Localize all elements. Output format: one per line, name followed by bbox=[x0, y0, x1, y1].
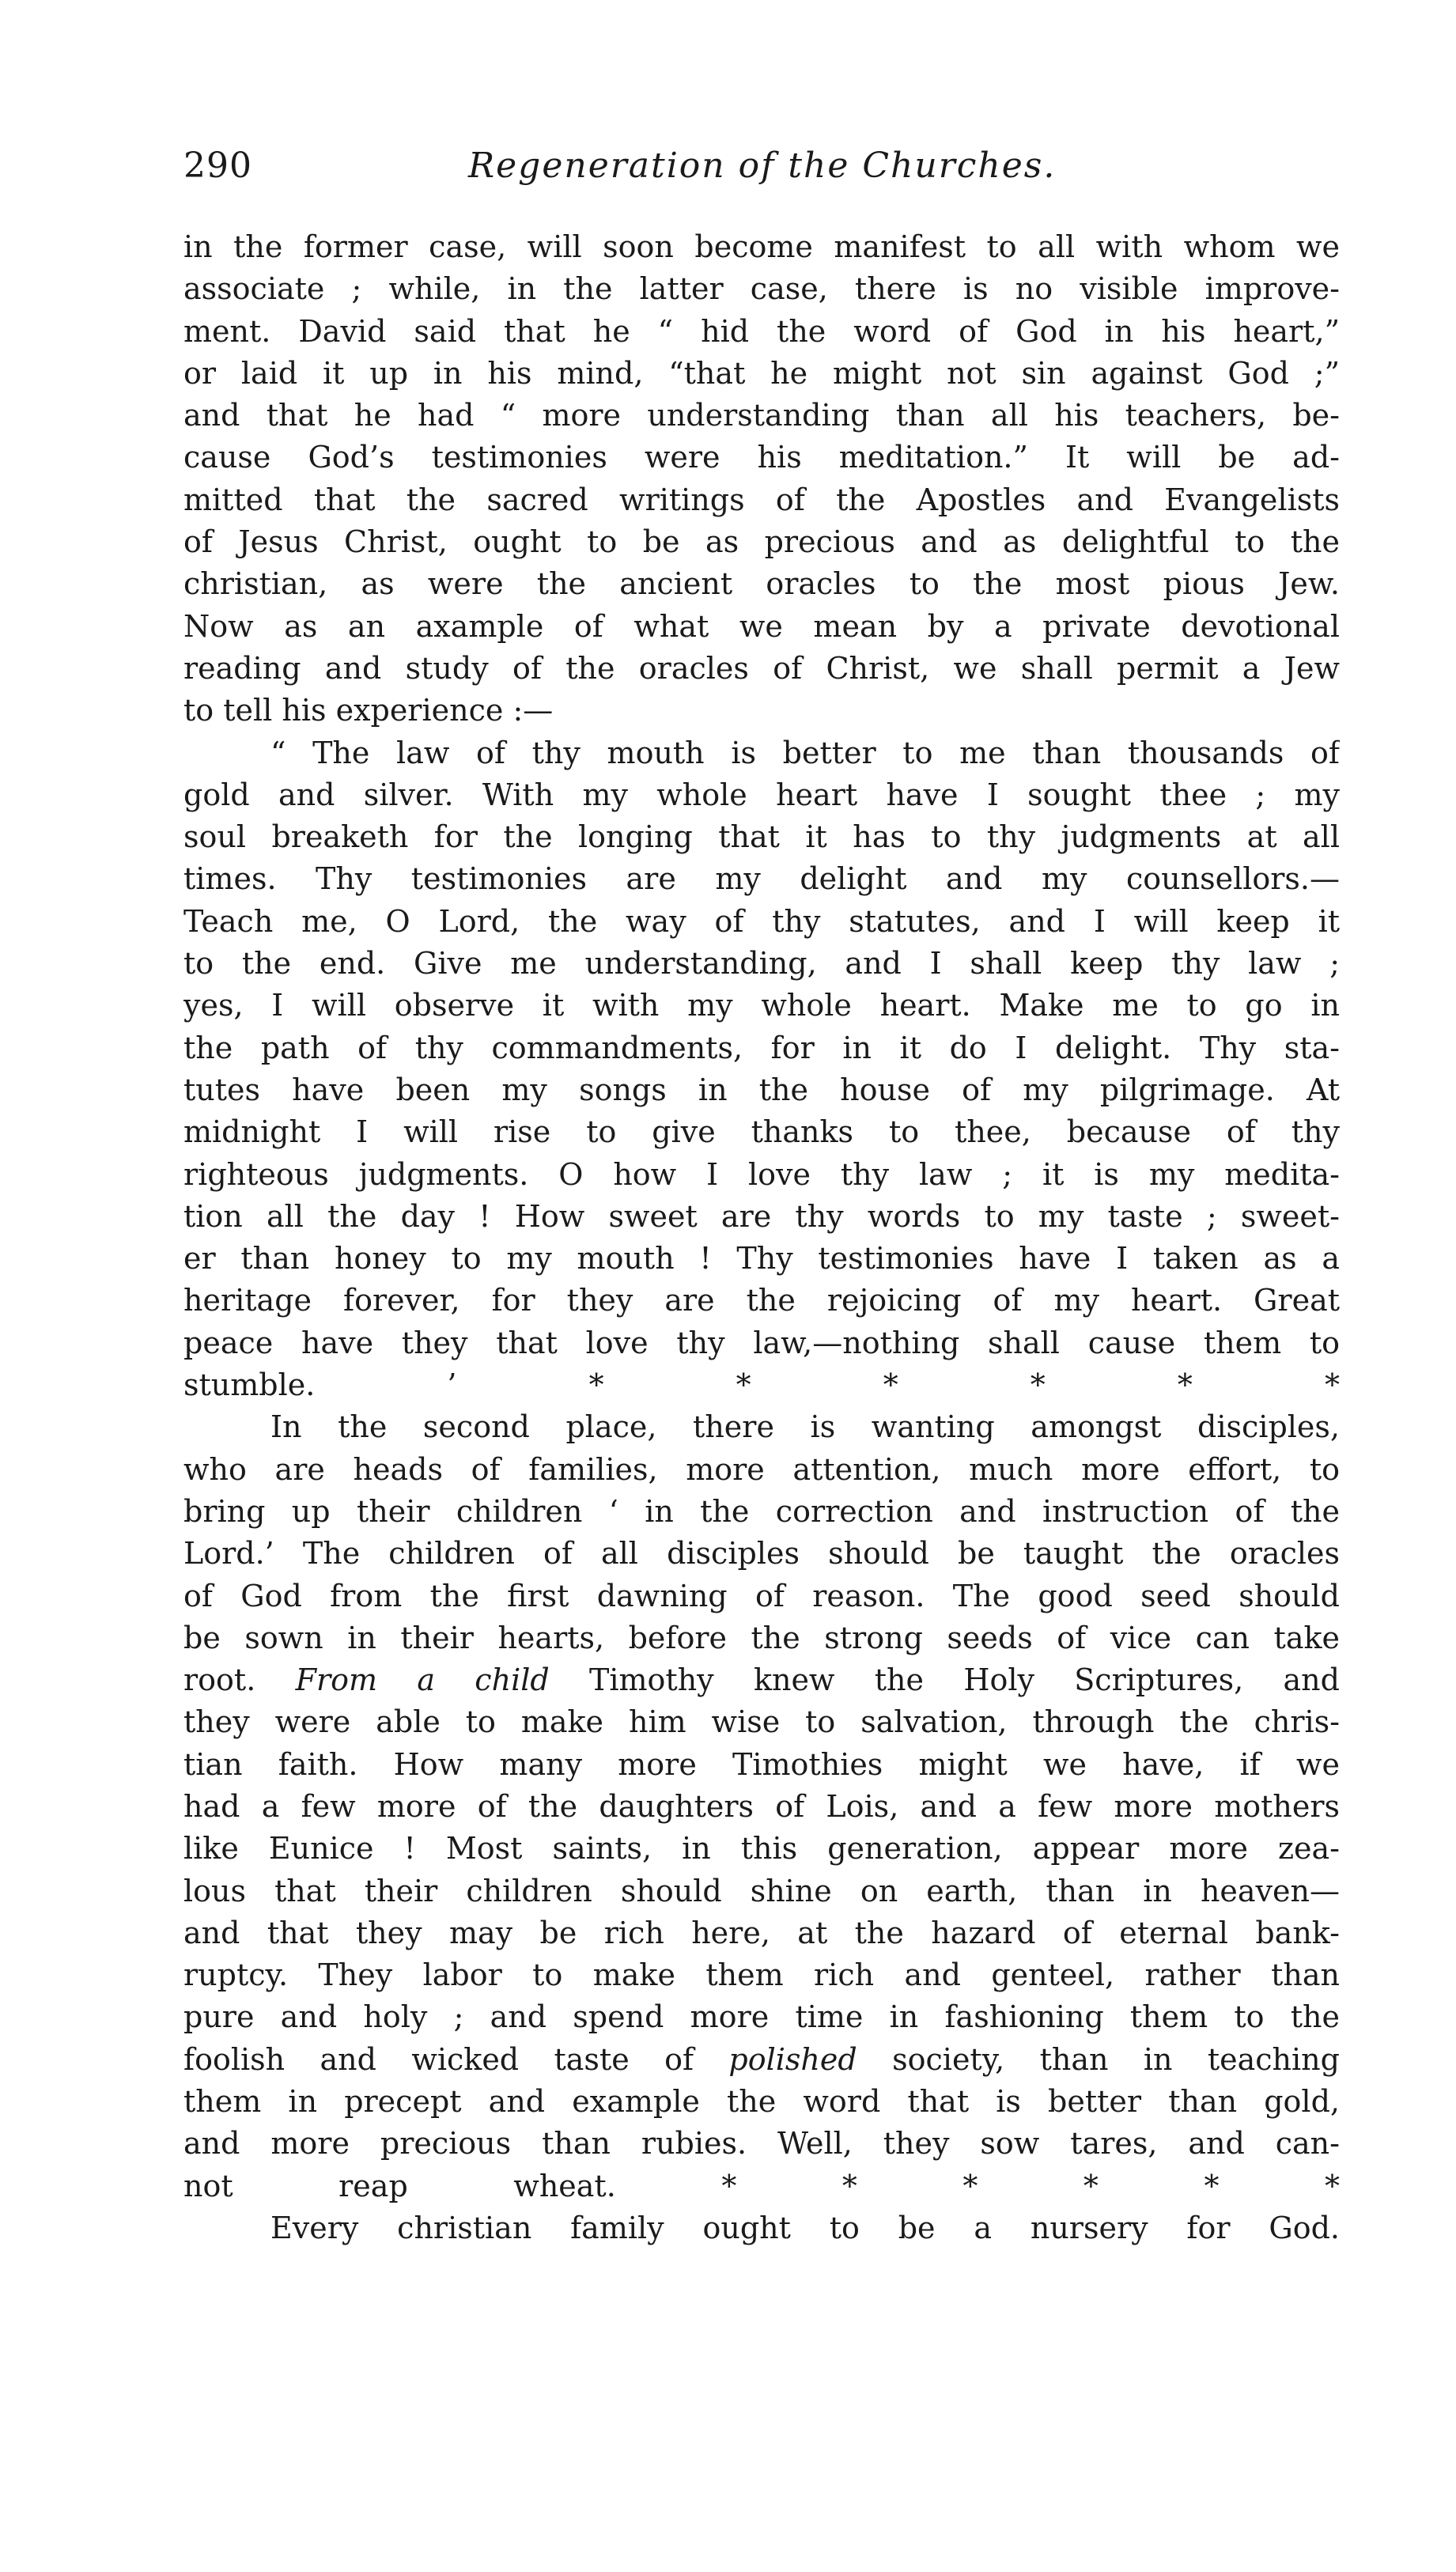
text-line: like Eunice ! Most saints, in this generation, appear more zea- bbox=[183, 1831, 1340, 1867]
text-line: had a few more of the daughters of Lois, and a few more mothers bbox=[183, 1788, 1340, 1824]
quotation-line: “ The law of thy mouth is better to me than thousands of bbox=[270, 735, 1340, 770]
text-fragment: Timothy knew the Holy Scriptures, and bbox=[589, 1662, 1340, 1698]
italic-phrase: From a child bbox=[295, 1662, 550, 1698]
text-line: cause God’s testimonies were his meditation.” It will be ad- bbox=[183, 440, 1340, 475]
text-line: Lord.’ The children of all disciples should be taught the oracles bbox=[183, 1536, 1340, 1572]
text-line: them in precept and example the word that is better than gold, bbox=[183, 2084, 1340, 2120]
text-line: and more precious than rubies. Well, they sow tares, and can- bbox=[183, 2126, 1340, 2162]
text-line: ruptcy. They labor to make them rich and genteel, rather than bbox=[183, 1957, 1340, 1993]
text-line: and that he had “ more understanding than all his teachers, be- bbox=[183, 398, 1340, 433]
asterism-star: * bbox=[1324, 1367, 1340, 1403]
asterism-star: * bbox=[588, 1367, 604, 1403]
asterism-star: * bbox=[1083, 2168, 1099, 2203]
quotation-end-text: stumble. ’ bbox=[183, 1367, 457, 1403]
text-line: be sown in their hearts, before the strong seeds of vice can take bbox=[183, 1620, 1340, 1655]
text-fragment: society, than in teaching bbox=[892, 2041, 1340, 2077]
text-line: of God from the first dawning of reason. The good seed should bbox=[183, 1578, 1340, 1613]
quotation-line: er than honey to my mouth ! Thy testimonies have I taken as a bbox=[183, 1241, 1340, 1277]
quotation-line: yes, I will observe it with my whole heart. Make me to go in bbox=[183, 988, 1340, 1023]
asterism-star: * bbox=[721, 2168, 737, 2203]
quotation-line: righteous judgments. O how I love thy law ; it is my medita- bbox=[183, 1156, 1340, 1192]
quotation-line: soul breaketh for the longing that it has to thy judgments at all bbox=[183, 819, 1340, 855]
text-line: tian faith. How many more Timothies might we have, if we bbox=[183, 1746, 1340, 1782]
text-line: and that they may be rich here, at the hazard of eternal bank- bbox=[183, 1915, 1340, 1950]
text-line-with-italic bbox=[183, 1659, 1340, 1701]
text-line: bring up their children ‘ in the correction and instruction of the bbox=[183, 1493, 1340, 1529]
asterism-star: * bbox=[883, 1367, 898, 1403]
italic-word: polished bbox=[728, 2041, 857, 2077]
quotation-line: gold and silver. With my whole heart have I sought thee ; my bbox=[183, 777, 1340, 812]
asterism-star: * bbox=[1324, 2168, 1340, 2203]
text-line: they were able to make him wise to salvation, through the chris- bbox=[183, 1704, 1340, 1740]
asterism-star: * bbox=[962, 2168, 978, 2203]
asterism-star: * bbox=[1177, 1367, 1193, 1403]
text-line: lous that their children should shine on earth, than in heaven— bbox=[183, 1873, 1340, 1908]
text-line: pure and holy ; and spend more time in fashioning them to the bbox=[183, 1999, 1340, 2035]
asterism-star: * bbox=[736, 1367, 751, 1403]
quotation-end-line bbox=[183, 1364, 1340, 1406]
asterism-star: * bbox=[841, 2168, 857, 2203]
text-line: christian, as were the ancient oracles to the most pious Jew. bbox=[183, 566, 1340, 602]
quotation-line: tion all the day ! How sweet are thy words to my taste ; sweet- bbox=[183, 1198, 1340, 1234]
text-line: Every christian family ought to be a nursery for God. bbox=[270, 2210, 1340, 2245]
text-line: who are heads of families, more attention, much more effort, to bbox=[183, 1451, 1340, 1487]
running-title: Regeneration of the Churches. bbox=[468, 146, 1057, 186]
text-line-with-italic bbox=[183, 2039, 1340, 2081]
quotation-line: times. Thy testimonies are my delight and my counsellors.— bbox=[183, 861, 1340, 897]
page-number: 290 bbox=[183, 146, 252, 186]
paragraph-end-text: not reap wheat. bbox=[183, 2168, 616, 2203]
text-line: Now as an axample of what we mean by a private devotional bbox=[183, 608, 1340, 644]
text-line: ment. David said that he “ hid the word of God in his heart,” bbox=[183, 313, 1340, 349]
text-line: of Jesus Christ, ought to be as precious and as delightful to the bbox=[183, 524, 1340, 560]
text-line: in the former case, will soon become manifest to all with whom we bbox=[183, 229, 1340, 264]
body-text bbox=[183, 226, 1340, 2249]
asterism-star: * bbox=[1030, 1367, 1046, 1403]
quotation-line: Teach me, O Lord, the way of thy statutes, and I will keep it bbox=[183, 903, 1340, 939]
text-line: mitted that the sacred writings of the Apostles and Evangelists bbox=[183, 482, 1340, 517]
quotation-line: midnight I will rise to give thanks to thee, because of thy bbox=[183, 1114, 1340, 1150]
asterism-star: * bbox=[1204, 2168, 1220, 2203]
text-line: reading and study of the oracles of Christ, we shall permit a Jew bbox=[183, 650, 1340, 686]
running-head bbox=[183, 142, 1340, 198]
paragraph-end-line bbox=[183, 2165, 1340, 2207]
quotation-line: heritage forever, for they are the rejoicing of my heart. Great bbox=[183, 1283, 1340, 1318]
quotation-line: peace have they that love thy law,—nothing shall cause them to bbox=[183, 1325, 1340, 1360]
text-fragment: foolish and wicked taste of bbox=[183, 2041, 694, 2077]
text-fragment: root. bbox=[183, 1662, 256, 1698]
text-line: associate ; while, in the latter case, there is no visible improve- bbox=[183, 271, 1340, 307]
text-line: to tell his experience :— bbox=[183, 693, 554, 728]
quotation-line: the path of thy commandments, for in it do I delight. Thy sta- bbox=[183, 1030, 1340, 1065]
text-line: or laid it up in his mind, “that he might not sin against God ;” bbox=[183, 355, 1340, 391]
quotation-line: to the end. Give me understanding, and I shall keep thy law ; bbox=[183, 946, 1340, 982]
text-line: In the second place, there is wanting amongst disciples, bbox=[270, 1409, 1340, 1445]
quotation-line: tutes have been my songs in the house of my pilgrimage. At bbox=[183, 1072, 1340, 1107]
